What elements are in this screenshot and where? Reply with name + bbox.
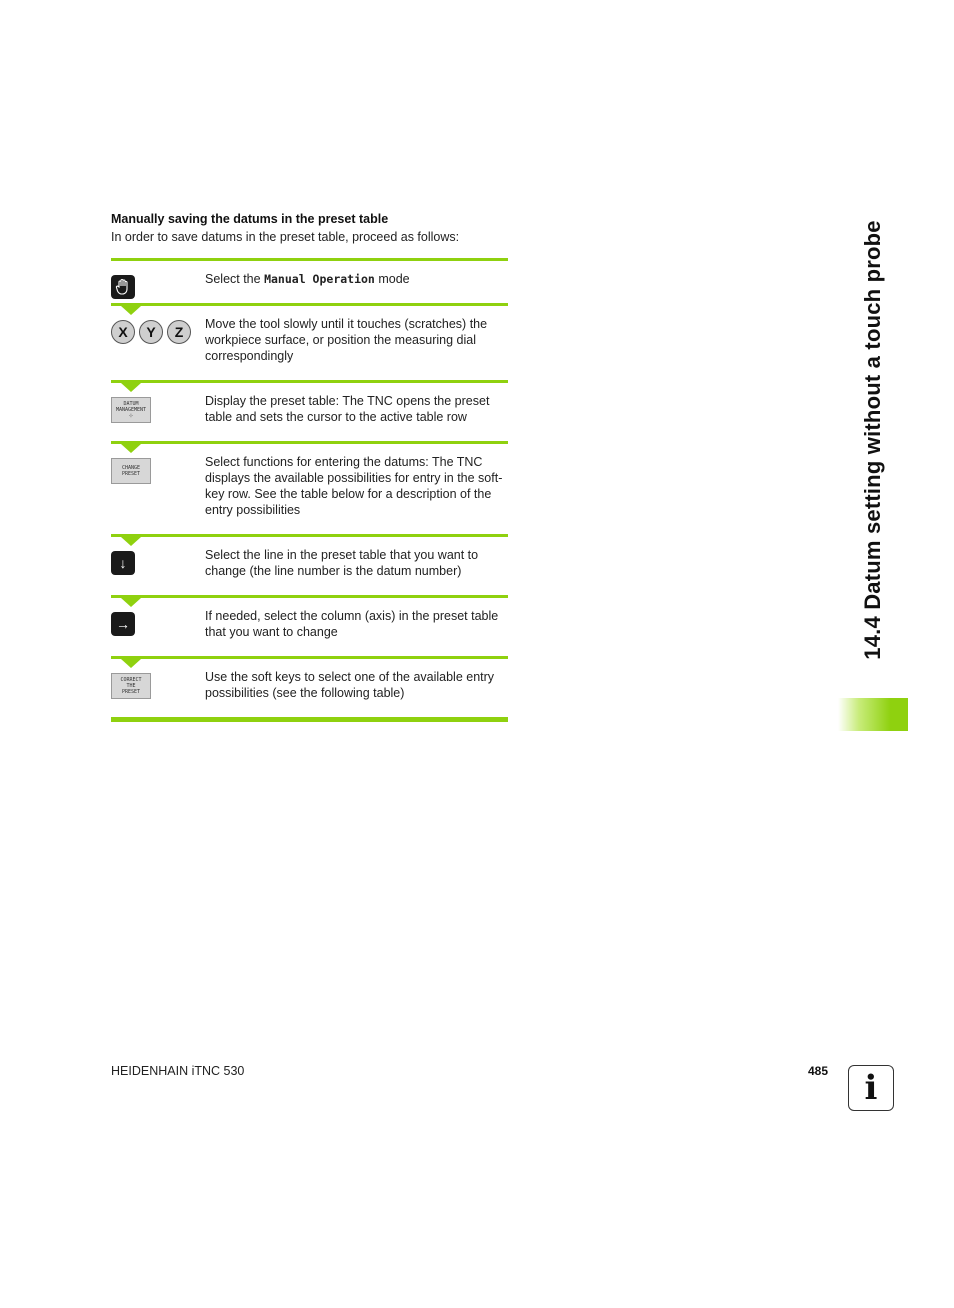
step-text: If needed, select the column (axis) in the preset table that you want to change — [205, 609, 499, 639]
axis-key-x: X — [111, 320, 135, 344]
section-heading: Manually saving the datums in the preset table — [111, 212, 389, 226]
info-icon: i — [848, 1065, 894, 1111]
hand-icon — [111, 275, 135, 299]
softkey-correct-the-preset: CORRECT THE PRESET — [111, 673, 151, 699]
step-text: Select functions for entering the datums: The TNC displays the available possibilities for entry in the soft-key row. See the table below for a description of the entry possibilities — [205, 455, 503, 517]
step-list — [111, 258, 508, 722]
softkey-datum-management: DATUM MANAGEMENT ⊹ — [111, 397, 151, 423]
step-select-line — [111, 534, 508, 595]
chapter-tab — [838, 698, 908, 731]
footer-manual-name: HEIDENHAIN iTNC 530 — [111, 1064, 245, 1078]
steps-end-bar — [111, 717, 508, 722]
step-text: Use the soft keys to select one of the available entry possibilities (see the following table) — [205, 670, 495, 700]
step-select-functions — [111, 441, 508, 534]
step-use-softkeys — [111, 656, 508, 717]
step-text: Display the preset table: The TNC opens the preset table and sets the cursor to the active table row — [205, 394, 490, 424]
axis-key-z: Z — [167, 320, 191, 344]
step-move-tool — [111, 303, 508, 380]
arrow-right-icon: → — [111, 612, 135, 636]
axis-key-y: Y — [139, 320, 163, 344]
softkey-change-preset: CHANGE PRESET — [111, 458, 151, 484]
step-display-preset-table — [111, 380, 508, 441]
arrow-down-icon: ↓ — [111, 551, 135, 575]
page-number: 485 — [808, 1064, 829, 1078]
step-manual-operation — [111, 258, 508, 303]
section-intro: In order to save datums in the preset table, proceed as follows: — [111, 230, 460, 244]
step-text: Select the Manual Operation mode — [205, 272, 410, 286]
chapter-side-title: 14.4 Datum setting without a touch probe — [860, 220, 885, 660]
step-select-column — [111, 595, 508, 656]
step-text: Select the line in the preset table that you want to change (the line number is the datum number) — [205, 548, 479, 578]
step-text: Move the tool slowly until it touches (scratches) the workpiece surface, or position the measuring dial correspondingly — [205, 317, 488, 363]
